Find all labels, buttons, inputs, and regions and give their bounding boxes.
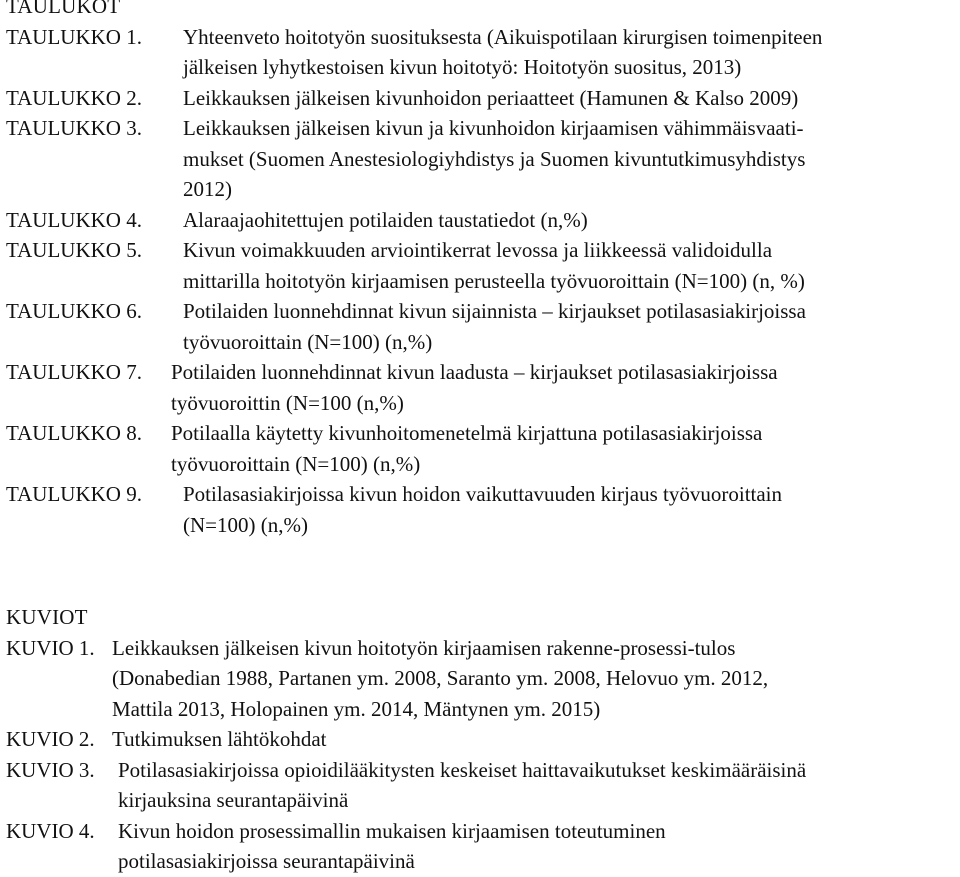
table-entry-title-line: mittarilla hoitotyön kirjaamisen perusteella työvuoroittain (N=100) (n, %) — [183, 268, 805, 293]
figure-entry-number: KUVIO 1. — [6, 635, 95, 660]
table-entry — [6, 205, 956, 236]
table-entry-title-line: jälkeisen lyhytkestoisen kivun hoitotyö: Hoitotyön suositus, 2013) — [183, 55, 742, 79]
table-entry — [6, 296, 956, 357]
figure-entry-title-line: Leikkauksen jälkeisen kivun hoitotyön kirjaamisen rakenne-prosessi-tulos — [112, 635, 736, 660]
figure-entry — [6, 816, 956, 877]
table-entry-title — [183, 235, 956, 296]
figure-entry-title-line: (Donabedian 1988, Partanen ym. 2008, Saranto ym. 2008, Helovuo ym. 2012, — [112, 666, 769, 690]
figure-entry-title-line: Mattila 2013, Holopainen ym. 2014, Mäntynen ym. 2015) — [112, 696, 601, 721]
figure-entry-title — [118, 816, 956, 877]
figure-entry-title — [118, 755, 956, 816]
table-entry — [6, 418, 956, 479]
table-entry-number: TAULUKKO 9. — [6, 482, 142, 506]
figure-entry-number: KUVIO 2. — [6, 727, 95, 751]
table-entry-number: TAULUKKO 5. — [6, 238, 142, 262]
table-entry-number: TAULUKKO 3. — [6, 116, 142, 140]
table-entry-number: TAULUKKO 2. — [6, 85, 142, 110]
table-entry-title-line: Potilaiden luonnehdinnat kivun sijainnista – kirjaukset potilasasiakirjoissa — [183, 299, 806, 323]
table-entry-number: TAULUKKO 6. — [6, 299, 142, 323]
tables-heading: TAULUKOT — [6, 0, 121, 18]
table-entry — [6, 83, 956, 114]
figure-entry — [6, 633, 956, 725]
table-entry-title-line: Leikkauksen jälkeisen kivunhoidon periaatteet (Hamunen & Kalso 2009) — [183, 85, 799, 110]
table-entry-title — [171, 357, 956, 418]
table-entry-title-line: Potilaalla käytetty kivunhoitomenetelmä kirjattuna potilasasiakirjoissa — [171, 421, 763, 445]
tables-list — [6, 22, 956, 541]
table-entry — [6, 22, 956, 83]
table-entry — [6, 235, 956, 296]
table-entry-number: TAULUKKO 8. — [6, 421, 142, 445]
table-entry-title-line: työvuoroittain (N=100) (n,%) — [183, 329, 433, 354]
table-entry-title-line: Yhteenveto hoitotyön suosituksesta (Aikuispotilaan kirurgisen toimenpiteen — [183, 24, 823, 49]
table-entry-title-line: (N=100) (n,%) — [183, 512, 308, 537]
figure-entry-number: KUVIO 4. — [6, 818, 95, 843]
table-entry-title-line: työvuoroittain (N=100) (n,%) — [171, 451, 421, 476]
table-entry-title — [183, 113, 956, 205]
table-entry-title-line: Alaraajaohitettujen potilaiden taustatiedot (n,%) — [183, 207, 588, 232]
figure-entry-title-line: Tutkimuksen lähtökohdat — [112, 727, 327, 751]
table-entry-title-line: 2012) — [183, 177, 232, 201]
table-entry-title — [183, 205, 956, 236]
figure-entry-title-line: Potilasasiakirjoissa opioidilääkitysten keskeiset haittavaikutukset keskimääräisinä — [118, 757, 807, 782]
figure-entry-title-line: kirjauksina seurantapäivinä — [118, 788, 349, 812]
figure-entry-title — [112, 724, 956, 755]
figure-entry-number: KUVIO 3. — [6, 757, 95, 782]
table-entry-title-line: mukset (Suomen Anestesiologiyhdistys ja Suomen kivuntutkimusyhdistys — [183, 146, 806, 171]
table-entry-number: TAULUKKO 1. — [6, 24, 142, 49]
document-page — [6, 0, 956, 877]
figure-entry-title-line: Kivun hoidon prosessimallin mukaisen kirjaamisen toteutuminen — [118, 818, 666, 843]
table-entry-title — [183, 479, 956, 540]
table-entry-number: TAULUKKO 7. — [6, 360, 142, 384]
section-spacer — [6, 540, 956, 602]
table-entry-title-line: Kivun voimakkuuden arviointikerrat levossa ja liikkeessä validoidulla — [183, 238, 773, 262]
table-entry-title — [183, 296, 956, 357]
figures-list — [6, 633, 956, 877]
table-entry-title-line: Leikkauksen jälkeisen kivun ja kivunhoidon kirjaamisen vähimmäisvaati- — [183, 116, 804, 140]
table-entry-title — [183, 83, 956, 114]
figure-entry-title-line: potilasasiakirjoissa seurantapäivinä — [118, 849, 415, 873]
figure-entry — [6, 755, 956, 816]
table-entry-title-line: Potilasasiakirjoissa kivun hoidon vaikuttavuuden kirjaus työvuoroittain — [183, 482, 783, 506]
table-entry — [6, 479, 956, 540]
figure-entry — [6, 724, 956, 755]
table-entry — [6, 357, 956, 418]
table-entry-title-line: Potilaiden luonnehdinnat kivun laadusta – kirjaukset potilasasiakirjoissa — [171, 360, 778, 384]
table-entry-title-line: työvuoroittin (N=100 (n,%) — [171, 390, 404, 415]
table-entry-title — [183, 22, 956, 83]
table-entry-number: TAULUKKO 4. — [6, 207, 142, 232]
figure-entry-title — [112, 633, 956, 725]
table-entry — [6, 113, 956, 205]
figures-heading: KUVIOT — [6, 605, 88, 629]
table-entry-title — [171, 418, 956, 479]
